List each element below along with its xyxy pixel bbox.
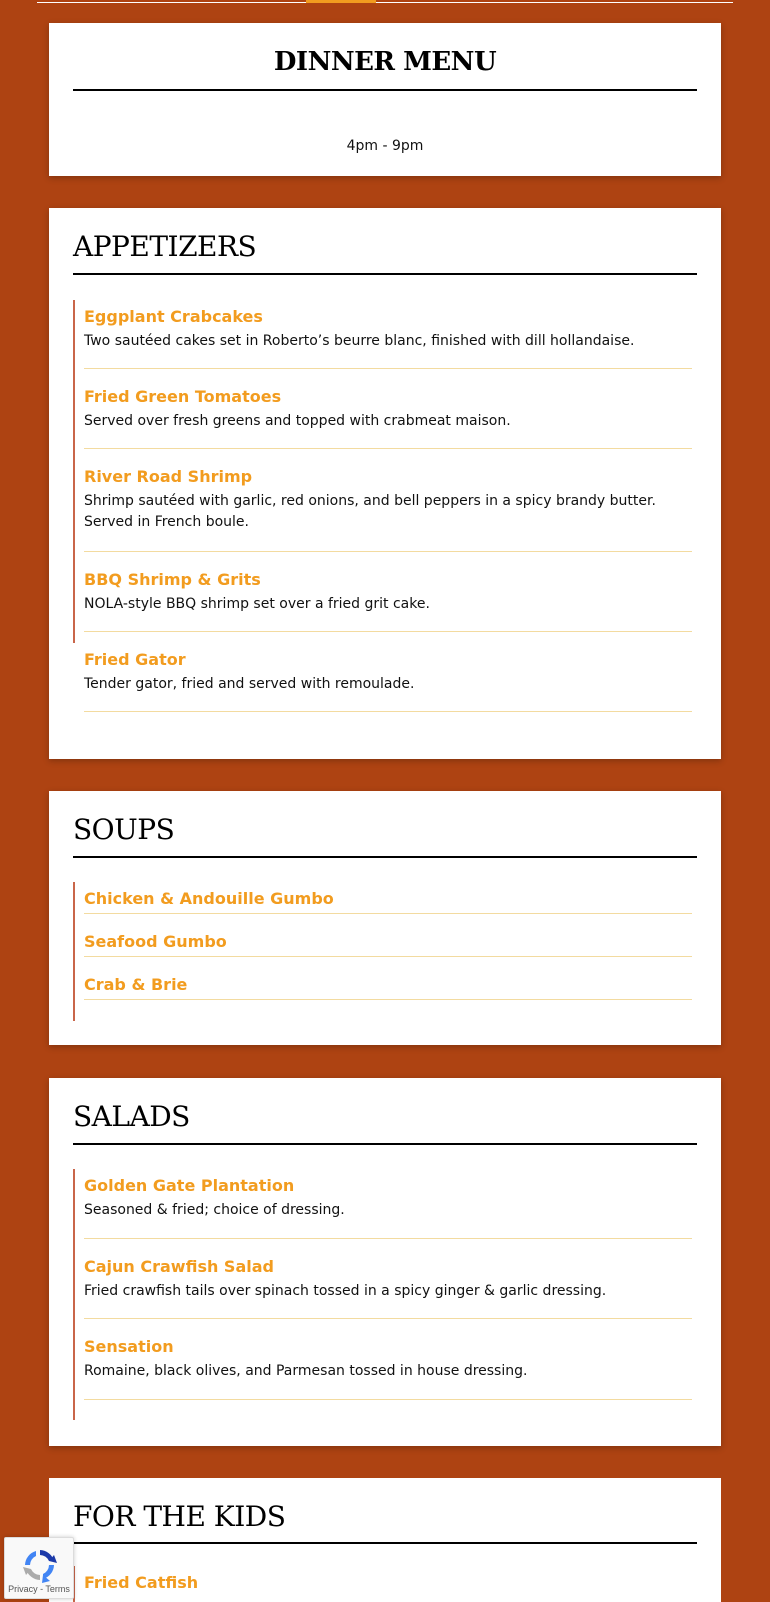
section-kids <box>49 1478 721 1602</box>
item-list <box>73 882 692 1021</box>
list-item <box>84 882 692 914</box>
list-item <box>84 300 692 369</box>
item-description: Seasoned & fried; choice of dressing. <box>84 1202 345 1218</box>
item-name: Golden Gate Plantation <box>84 1176 295 1195</box>
item-list <box>73 1169 692 1420</box>
list-item <box>84 449 692 552</box>
list-item <box>84 957 692 1000</box>
section-rule <box>73 856 697 858</box>
item-description: Romaine, black olives, and Parmesan tossed in house dressing. <box>84 1363 528 1379</box>
section-rule <box>73 1143 697 1145</box>
list-item <box>84 1239 692 1319</box>
recaptcha-badge[interactable] <box>4 1537 74 1599</box>
item-name: Eggplant Crabcakes <box>84 307 263 326</box>
list-item <box>84 632 692 712</box>
section-salads <box>49 1078 721 1446</box>
section-appetizers <box>49 208 721 759</box>
recaptcha-links[interactable]: Privacy - Terms <box>8 1584 70 1594</box>
section-title: FOR THE KIDS <box>73 1500 286 1533</box>
item-name: Fried Gator <box>84 650 186 669</box>
list-item <box>84 1169 692 1239</box>
item-name: Crab & Brie <box>84 975 188 994</box>
list-item <box>84 1566 692 1602</box>
item-name: Chicken & Andouille Gumbo <box>84 889 334 908</box>
item-name: Cajun Crawfish Salad <box>84 1257 274 1276</box>
top-divider <box>37 2 733 3</box>
list-item <box>84 1319 692 1400</box>
item-description: Two sautéed cakes set in Roberto’s beurre blanc, finished with dill hollandaise. <box>84 333 635 349</box>
item-name: River Road Shrimp <box>84 467 253 486</box>
menu-header-card <box>49 23 721 176</box>
item-name: Fried Catfish <box>84 1573 199 1592</box>
item-name: Sensation <box>84 1337 174 1356</box>
section-rule <box>73 273 697 275</box>
list-item <box>84 914 692 957</box>
item-description: Tender gator, fried and served with remoulade. <box>84 676 415 692</box>
hours-text: 4pm - 9pm <box>346 138 424 154</box>
title-rule <box>73 89 697 91</box>
section-soups <box>49 791 721 1045</box>
item-name: BBQ Shrimp & Grits <box>84 570 261 589</box>
section-title: APPETIZERS <box>73 230 257 263</box>
item-description: Shrimp sautéed with garlic, red onions, and bell peppers in a spicy brandy butter. Served in French boule. <box>84 493 656 530</box>
item-name: Seafood Gumbo <box>84 932 227 951</box>
item-name: Fried Green Tomatoes <box>84 387 282 406</box>
recaptcha-icon <box>21 1546 59 1588</box>
section-title: SOUPS <box>73 813 175 846</box>
section-title: SALADS <box>73 1100 190 1133</box>
item-description: Fried crawfish tails over spinach tossed in a spicy ginger & garlic dressing. <box>84 1283 607 1299</box>
section-rule <box>73 1542 697 1544</box>
item-description: Served over fresh greens and topped with crabmeat maison. <box>84 413 511 429</box>
top-divider-accent <box>306 0 376 3</box>
page-title: DINNER MENU <box>273 47 497 77</box>
item-description: NOLA-style BBQ shrimp set over a fried grit cake. <box>84 596 430 612</box>
item-list <box>73 300 692 692</box>
list-item <box>84 369 692 449</box>
item-list <box>73 1566 692 1602</box>
list-item <box>84 552 692 632</box>
